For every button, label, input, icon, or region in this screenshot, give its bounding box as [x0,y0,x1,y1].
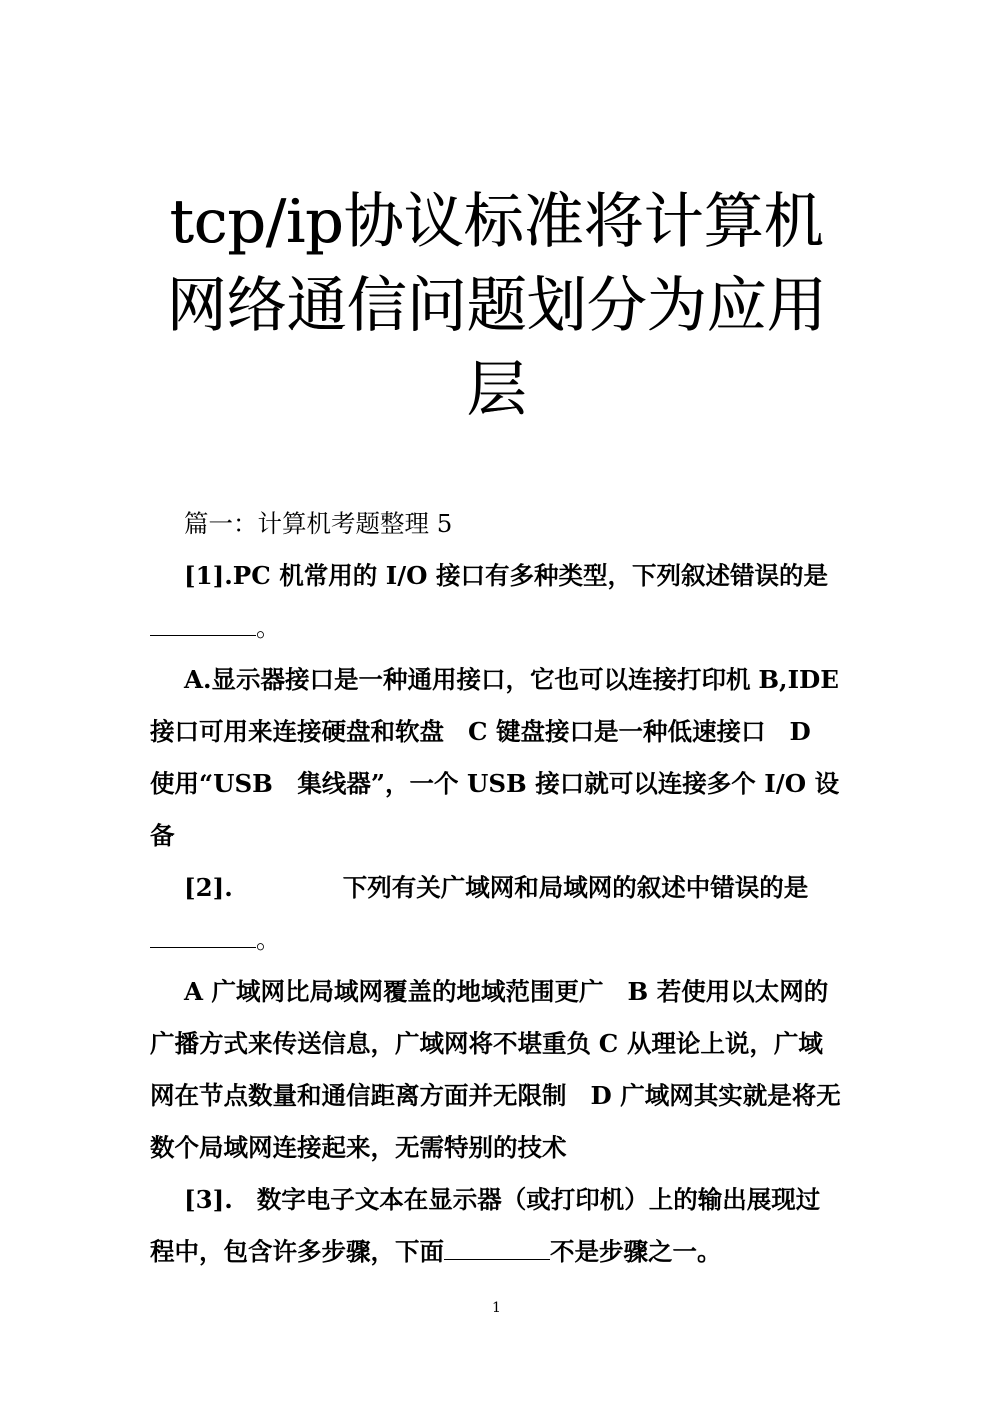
question-2-option-d: D 广域网其实就是将无数个局域网连接起来，无需特别的技术 [150,1081,841,1162]
document-body [150,498,843,1278]
question-3-stem: [3]. 数字电子文本在显示器（或打印机）上的输出展现过程中，包含许多步骤，下面 不是步骤之一。 [150,1185,821,1266]
document-title: tcp/ip协议标准将计算机网络通信问题划分为应用层 [166,187,827,425]
answer-blank [444,1237,550,1260]
answer-blank [150,613,256,636]
question-1-option-a: A.显示器接口是一种通用接口，它也可以连接打印机 [184,665,751,694]
question-1-stem: [1].PC 机常用的 I/O 接口有多种类型，下列叙述错误的是。 [150,550,843,654]
question-1-option-b: B,IDE 接口可用来连接硬盘和软盘 [150,665,839,746]
question-2-number: [2]. [184,873,233,902]
question-1-option-d: D 使用“USB 集线器”，一个 USB 接口就可以连接多个 I/O 设备 [150,717,840,850]
question-1-number: [1]. [184,561,233,590]
question-2-options [150,966,843,1174]
question-2-stem: [2]. 下列有关广域网和局域网的叙述中错误的是。 [150,862,843,966]
section-heading: 篇一：计算机考题整理 5 [184,509,453,538]
page-number: 1 [492,1300,501,1316]
question-1-options [150,654,843,862]
question-2-option-b: B 若使用以太网的广播方式来传送信息，广域网将不堪重负 [150,977,829,1058]
question-3-number: [3]. [184,1185,233,1214]
answer-blank [150,925,256,948]
question-2-option-a: A 广域网比局域网覆盖的地域范围更广 [184,977,604,1006]
question-2-option-c: C 从理论上说，广域网在节点数量和通信距离方面并无限制 [150,1029,823,1110]
question-1-option-c: C 键盘接口是一种低速接口 [468,717,766,746]
